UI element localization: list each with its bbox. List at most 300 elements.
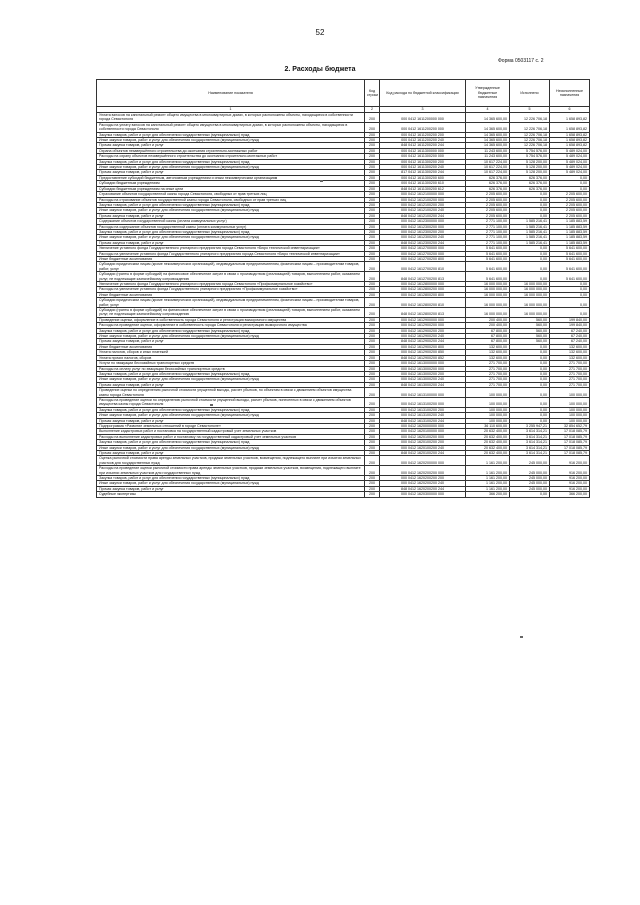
cell-executed: 560,00 xyxy=(510,334,550,339)
cell-line-code: 200 xyxy=(365,208,380,213)
cell-approved: 2 205 600,00 xyxy=(466,213,510,218)
cell-executed: 245 000,00 xyxy=(510,456,550,466)
cell-remaining: 132 600,00 xyxy=(550,355,590,360)
cell-approved: 132 600,00 xyxy=(466,344,510,349)
cell-name: Услуги по эвакуации бесхозяйных транспортных средств xyxy=(97,361,365,366)
cell-remaining: 271 700,00 xyxy=(550,361,590,366)
cell-budget-code: 000 0412 1620100000 000 xyxy=(380,429,466,434)
cell-remaining: 100 000,00 xyxy=(550,397,590,407)
cell-line-code: 200 xyxy=(365,138,380,143)
cell-name: Прочая закупка товаров, работ и услуг xyxy=(97,170,365,175)
cell-approved: 2 205 600,00 xyxy=(466,197,510,202)
cell-line-code: 200 xyxy=(365,434,380,439)
cell-line-code: 200 xyxy=(365,292,380,297)
cell-name: Иные закупки товаров, работ и услуг для обеспечения государственных (муниципальных) нужд xyxy=(97,235,365,240)
table-row xyxy=(97,298,590,308)
cell-name: Прочая закупка товаров, работ и услуг xyxy=(97,382,365,387)
cell-budget-code: 000 0412 1620200200 200 xyxy=(380,476,466,481)
cell-approved: 20 632 400,00 xyxy=(466,434,510,439)
cell-budget-code: 848 0412 1611300200 612 xyxy=(380,186,466,191)
cell-budget-code: 000 0412 1620200200 240 xyxy=(380,481,466,486)
cell-budget-code: 000 0412 1611200200 000 xyxy=(380,122,466,132)
cell-name: Расходы на содержание объектов государственной казны (оплата коммунальных услуг) xyxy=(97,224,365,229)
cell-remaining: 916 200,00 xyxy=(550,486,590,491)
cell-budget-code: 000 0412 1620100200 200 xyxy=(380,440,466,445)
cell-executed: 0,00 xyxy=(510,413,550,418)
header-line-code: Код строки xyxy=(365,80,380,107)
cell-approved: 5 641 600,00 xyxy=(466,262,510,272)
cell-executed: 560,00 xyxy=(510,323,550,328)
cell-executed: 560,00 xyxy=(510,328,550,333)
cell-line-code: 200 xyxy=(365,154,380,159)
cell-approved: 271 700,00 xyxy=(466,366,510,371)
table-row xyxy=(97,492,590,497)
cell-line-code: 200 xyxy=(365,132,380,137)
cell-approved: 100 000,00 xyxy=(466,407,510,412)
cell-remaining: 17 018 085,79 xyxy=(550,445,590,450)
cell-line-code: 200 xyxy=(365,339,380,344)
cell-executed: 3 614 314,21 xyxy=(510,445,550,450)
section-title: 2. Расходы бюджета xyxy=(284,66,356,73)
cell-budget-code: 000 0412 1612800200 800 xyxy=(380,292,466,297)
header-approved: Утвержденные бюджетные назначения xyxy=(466,80,510,107)
cell-line-code: 200 xyxy=(365,202,380,207)
cell-budget-code: 000 0412 1613100200 000 xyxy=(380,397,466,407)
cell-executed: 5 754 576,00 xyxy=(510,154,550,159)
cell-remaining: 100 000,00 xyxy=(550,413,590,418)
cell-remaining: 67 240,00 xyxy=(550,339,590,344)
cell-approved: 20 632 400,00 xyxy=(466,429,510,434)
column-index: 3 xyxy=(380,107,466,113)
cell-executed: 626 376,00 xyxy=(510,181,550,186)
cell-line-code: 200 xyxy=(365,186,380,191)
cell-remaining: 5 489 024,00 xyxy=(550,159,590,164)
cell-line-code: 200 xyxy=(365,451,380,456)
cell-budget-code: 000 0412 1620200200 000 xyxy=(380,466,466,476)
cell-budget-code: 000 0412 1620100200 240 xyxy=(380,445,466,450)
cell-approved: 200 400,00 xyxy=(466,323,510,328)
cell-executed: 626 376,00 xyxy=(510,186,550,191)
cell-budget-code: 848 0412 1613000200 244 xyxy=(380,382,466,387)
cell-executed: 5 128 200,00 xyxy=(510,170,550,175)
cell-name: Расходы на выполнение кадастровых работ и постановку на государственный кадастровый учет земельных участков xyxy=(97,434,365,439)
table-row xyxy=(97,262,590,272)
cell-name: Иные закупки товаров, работ и услуг для обеспечения государственных (муниципальных) нужд xyxy=(97,481,365,486)
cell-budget-code: 000 0412 1612700200 000 xyxy=(380,251,466,256)
cell-approved: 5 641 600,00 xyxy=(466,272,510,282)
cell-remaining: 916 200,00 xyxy=(550,476,590,481)
table-row xyxy=(97,308,590,318)
cell-line-code: 200 xyxy=(365,445,380,450)
cell-executed: 245 000,00 xyxy=(510,476,550,481)
cell-remaining: 5 641 600,00 xyxy=(550,251,590,256)
cell-line-code: 200 xyxy=(365,251,380,256)
table-row xyxy=(97,456,590,466)
cell-name: Страхование объектов государственной казны города Севастополя, свободных от прав третьих лиц xyxy=(97,192,365,197)
cell-line-code: 200 xyxy=(365,181,380,186)
cell-line-code: 200 xyxy=(365,197,380,202)
cell-approved: 2 771 100,00 xyxy=(466,229,510,234)
cell-executed: 3 614 314,21 xyxy=(510,434,550,439)
cell-approved: 5 641 600,00 xyxy=(466,246,510,251)
cell-approved: 271 700,00 xyxy=(466,382,510,387)
cell-executed: 0,00 xyxy=(510,382,550,387)
cell-executed: 560,00 xyxy=(510,339,550,344)
cell-executed: 16 000 000,00 xyxy=(510,287,550,292)
scan-speck xyxy=(520,636,523,638)
cell-executed: 0,00 xyxy=(510,256,550,261)
cell-name: Субсидии бюджетным учреждениям на иные цели xyxy=(97,186,365,191)
cell-budget-code: 000 0412 1612900200 000 xyxy=(380,323,466,328)
cell-approved: 20 632 400,00 xyxy=(466,451,510,456)
cell-approved: 14 365 600,00 xyxy=(466,138,510,143)
cell-budget-code: 000 0412 1612900200 200 xyxy=(380,328,466,333)
cell-line-code: 200 xyxy=(365,165,380,170)
cell-approved: 1 161 200,00 xyxy=(466,466,510,476)
cell-name: Проведение оценки по определению рыночной стоимости упущенной выгоды, расчет убытков, по объектам в связи с движением объектов имущества казны города Севастополя xyxy=(97,388,365,398)
cell-name: Выполнение кадастровых работ и постановка на государственный кадастровый учет земельных участков xyxy=(97,429,365,434)
cell-name: Уплата налогов, сборов и иных платежей xyxy=(97,350,365,355)
cell-approved: 2 205 600,00 xyxy=(466,192,510,197)
cell-name: Иные бюджетные ассигнования xyxy=(97,292,365,297)
cell-budget-code: 000 0412 1612300000 000 xyxy=(380,219,466,224)
cell-line-code: 200 xyxy=(365,272,380,282)
cell-budget-code: 000 0412 1613000000 000 xyxy=(380,361,466,366)
cell-executed: 0,00 xyxy=(510,361,550,366)
cell-approved: 14 365 600,00 xyxy=(466,132,510,137)
table-row xyxy=(97,466,590,476)
cell-name: Расходы на уплату взносов на капитальный ремонт общего имущества в многоквартирных домах, в которых расположены объекты, находящиеся в собственности города Севастополя xyxy=(97,122,365,132)
cell-name: Увеличение уставного фонда Государственного унитарного предприятия города Севастополя «Профкоммунальное хозяйство» xyxy=(97,282,365,287)
cell-remaining: 916 200,00 xyxy=(550,456,590,466)
cell-remaining: 32 854 652,79 xyxy=(550,423,590,428)
cell-name: Субсидии юридическим лицам (кроме некоммерческих организаций), индивидуальным предпринимателям, физическим лицам – производителям товаров, работ, услуг xyxy=(97,262,365,272)
cell-remaining: 1 658 893,82 xyxy=(550,138,590,143)
cell-remaining: 0,00 xyxy=(550,186,590,191)
cell-approved: 626 376,00 xyxy=(466,181,510,186)
cell-line-code: 200 xyxy=(365,476,380,481)
cell-budget-code: 000 0412 1620000000 000 xyxy=(380,423,466,428)
cell-remaining: 0,00 xyxy=(550,287,590,292)
cell-budget-code: 000 0412 1611300200 610 xyxy=(380,181,466,186)
cell-name: Расходы на оплату услуг по эвакуации бесхозяйных транспортных средств xyxy=(97,366,365,371)
cell-budget-code: 848 0412 1612300200 244 xyxy=(380,240,466,245)
cell-remaining: 1 185 883,59 xyxy=(550,229,590,234)
cell-name: Закупка товаров, работ и услуг для обеспечения государственных (муниципальных) нужд xyxy=(97,159,365,164)
cell-executed: 3 614 314,21 xyxy=(510,429,550,434)
cell-approved: 5 641 600,00 xyxy=(466,256,510,261)
cell-remaining: 1 658 893,82 xyxy=(550,132,590,137)
cell-remaining: 17 018 085,79 xyxy=(550,429,590,434)
cell-remaining: 5 641 600,00 xyxy=(550,256,590,261)
cell-remaining: 1 185 883,59 xyxy=(550,235,590,240)
cell-name: Закупка товаров, работ и услуг для обеспечения государственных (муниципальных) нужд xyxy=(97,202,365,207)
cell-budget-code: 000 0412 1612300200 240 xyxy=(380,235,466,240)
cell-name: Субсидии бюджетным учреждениям xyxy=(97,181,365,186)
cell-line-code: 200 xyxy=(365,440,380,445)
cell-line-code: 200 xyxy=(365,262,380,272)
cell-remaining: 1 658 893,82 xyxy=(550,122,590,132)
cell-executed: 5 128 200,00 xyxy=(510,165,550,170)
cell-name: Субсидии юридическим лицам (кроме некоммерческих организаций), индивидуальным предпринимателям, физическим лицам – производителям товаров, работ, услуг xyxy=(97,298,365,308)
cell-name: Иные закупки товаров, работ и услуг для обеспечения государственных (муниципальных) нужд xyxy=(97,208,365,213)
table-row xyxy=(97,113,590,123)
cell-line-code: 200 xyxy=(365,224,380,229)
cell-name: Прочая закупка товаров, работ и услуг xyxy=(97,451,365,456)
cell-executed: 626 376,00 xyxy=(510,175,550,180)
cell-remaining: 2 205 600,00 xyxy=(550,202,590,207)
cell-line-code: 200 xyxy=(365,113,380,123)
cell-name: Закупка товаров, работ и услуг для обеспечения государственных (муниципальных) нужд xyxy=(97,229,365,234)
cell-approved: 100 000,00 xyxy=(466,397,510,407)
cell-executed: 12 226 706,18 xyxy=(510,113,550,123)
cell-approved: 271 700,00 xyxy=(466,371,510,376)
budget-expenses-table xyxy=(96,79,590,498)
cell-executed: 1 585 216,41 xyxy=(510,224,550,229)
cell-line-code: 200 xyxy=(365,423,380,428)
cell-name: Расходы на проведение оценки, оформление в собственность города Севастополя и регистрацию выморочного имущества xyxy=(97,323,365,328)
cell-executed: 245 000,00 xyxy=(510,466,550,476)
column-index: 5 xyxy=(510,107,550,113)
cell-budget-code: 848 0412 1612700200 813 xyxy=(380,272,466,282)
cell-executed: 1 585 216,41 xyxy=(510,229,550,234)
cell-remaining: 1 185 883,59 xyxy=(550,240,590,245)
cell-approved: 366 200,00 xyxy=(466,492,510,497)
cell-budget-code: 848 0412 1612900200 244 xyxy=(380,339,466,344)
cell-line-code: 200 xyxy=(365,282,380,287)
cell-line-code: 200 xyxy=(365,388,380,398)
cell-budget-code: 000 0412 1612100000 000 xyxy=(380,192,466,197)
cell-approved: 16 000 000,00 xyxy=(466,308,510,318)
cell-budget-code: 000 0412 1611300200 200 xyxy=(380,159,466,164)
cell-budget-code: 848 0412 1613100200 244 xyxy=(380,418,466,423)
cell-remaining: 199 840,00 xyxy=(550,317,590,322)
cell-budget-code: 000 0412 1611300200 600 xyxy=(380,175,466,180)
cell-executed: 0,00 xyxy=(510,197,550,202)
cell-line-code: 200 xyxy=(365,350,380,355)
cell-approved: 626 376,00 xyxy=(466,186,510,191)
cell-approved: 271 700,00 xyxy=(466,361,510,366)
cell-line-code: 200 xyxy=(365,413,380,418)
cell-name: Иные закупки товаров, работ и услуг для обеспечения государственных (муниципальных) нужд xyxy=(97,334,365,339)
cell-remaining: 0,00 xyxy=(550,308,590,318)
cell-executed: 12 226 706,18 xyxy=(510,132,550,137)
cell-line-code: 200 xyxy=(365,323,380,328)
cell-remaining: 5 641 600,00 xyxy=(550,272,590,282)
cell-remaining: 199 840,00 xyxy=(550,323,590,328)
cell-approved: 20 632 400,00 xyxy=(466,445,510,450)
cell-remaining: 5 641 600,00 xyxy=(550,262,590,272)
scan-speck xyxy=(320,180,323,182)
cell-line-code: 200 xyxy=(365,456,380,466)
cell-line-code: 200 xyxy=(365,397,380,407)
table-body xyxy=(97,113,590,498)
cell-remaining: 100 000,00 xyxy=(550,388,590,398)
cell-line-code: 200 xyxy=(365,148,380,153)
cell-budget-code: 000 0412 1613100200 200 xyxy=(380,407,466,412)
column-index: 1 xyxy=(97,107,365,113)
cell-name: Прочая закупка товаров, работ и услуг xyxy=(97,486,365,491)
cell-budget-code: 000 0412 1620300000 000 xyxy=(380,492,466,497)
cell-remaining: 5 489 024,00 xyxy=(550,170,590,175)
cell-budget-code: 000 0412 1613100000 000 xyxy=(380,388,466,398)
cell-name: Проведение оценки, оформление в собственность города Севастополя и регистрация выморочного имущества xyxy=(97,317,365,322)
cell-remaining: 0,00 xyxy=(550,175,590,180)
cell-approved: 2 771 100,00 xyxy=(466,240,510,245)
table-row xyxy=(97,272,590,282)
cell-name: Уплата взносов на капитальный ремонт общего имущества в многоквартирных домах, в которых расположены объекты, находящиеся в собственности города Севастополя xyxy=(97,113,365,123)
cell-line-code: 200 xyxy=(365,219,380,224)
cell-name: Прочая закупка товаров, работ и услуг xyxy=(97,143,365,148)
cell-executed: 16 000 000,00 xyxy=(510,292,550,297)
cell-name: Оценка рыночной стоимости права аренды земельных участков, продажи земельных участков, возмещения, подлежащего выплате при изъятии земельных участков для государственных нужд xyxy=(97,456,365,466)
cell-executed: 12 226 706,18 xyxy=(510,122,550,132)
cell-executed: 0,00 xyxy=(510,251,550,256)
cell-name: Предоставление субсидий бюджетным, автономным учреждениям и иным некоммерческим организациям xyxy=(97,175,365,180)
cell-budget-code: 000 0412 1620200000 000 xyxy=(380,456,466,466)
cell-remaining: 0,00 xyxy=(550,181,590,186)
cell-line-code: 200 xyxy=(365,492,380,497)
cell-name: Иные закупки товаров, работ и услуг для обеспечения государственных (муниципальных) нужд xyxy=(97,445,365,450)
cell-budget-code: 000 0412 1612900200 240 xyxy=(380,334,466,339)
cell-line-code: 200 xyxy=(365,317,380,322)
cell-name: Расходы на страхование объектов государственной казны города Севастополя, свободных от прав третьих лиц xyxy=(97,197,365,202)
cell-line-code: 200 xyxy=(365,377,380,382)
cell-line-code: 200 xyxy=(365,328,380,333)
cell-remaining: 2 205 600,00 xyxy=(550,197,590,202)
cell-executed: 1 585 216,41 xyxy=(510,235,550,240)
cell-budget-code: 000 0412 1613000200 240 xyxy=(380,377,466,382)
cell-line-code: 200 xyxy=(365,213,380,218)
cell-approved: 1 161 200,00 xyxy=(466,486,510,491)
cell-name: Закупка товаров, работ и услуг для обеспечения государственных (муниципальных) нужд xyxy=(97,440,365,445)
cell-budget-code: 000 0412 1612700200 810 xyxy=(380,262,466,272)
cell-budget-code: 000 0412 1613100200 240 xyxy=(380,413,466,418)
cell-budget-code: 000 0412 1611200200 200 xyxy=(380,132,466,137)
form-code: Форма 0503117 с. 2 xyxy=(498,58,544,64)
cell-approved: 100 000,00 xyxy=(466,388,510,398)
cell-budget-code: 000 0412 1620100200 000 xyxy=(380,434,466,439)
cell-approved: 271 700,00 xyxy=(466,377,510,382)
cell-line-code: 200 xyxy=(365,246,380,251)
cell-executed: 0,00 xyxy=(510,492,550,497)
cell-executed: 0,00 xyxy=(510,202,550,207)
cell-executed: 16 000 000,00 xyxy=(510,282,550,287)
cell-executed: 0,00 xyxy=(510,262,550,272)
cell-remaining: 2 205 600,00 xyxy=(550,213,590,218)
cell-budget-code: 000 0412 1612900200 800 xyxy=(380,344,466,349)
cell-line-code: 200 xyxy=(365,344,380,349)
cell-budget-code: 000 0412 1611200200 240 xyxy=(380,138,466,143)
cell-line-code: 200 xyxy=(365,192,380,197)
cell-remaining: 0,00 xyxy=(550,292,590,297)
table-row xyxy=(97,388,590,398)
cell-remaining: 17 018 085,79 xyxy=(550,451,590,456)
cell-approved: 1 161 200,00 xyxy=(466,481,510,486)
column-index: 2 xyxy=(365,107,380,113)
cell-budget-code: 000 0412 1612300200 200 xyxy=(380,229,466,234)
cell-remaining: 17 018 085,79 xyxy=(550,440,590,445)
cell-approved: 100 000,00 xyxy=(466,413,510,418)
cell-remaining: 2 205 600,00 xyxy=(550,208,590,213)
cell-executed: 0,00 xyxy=(510,377,550,382)
cell-approved: 5 641 600,00 xyxy=(466,251,510,256)
cell-approved: 1 161 200,00 xyxy=(466,456,510,466)
cell-remaining: 5 489 024,00 xyxy=(550,165,590,170)
cell-remaining: 100 000,00 xyxy=(550,407,590,412)
cell-budget-code: 000 0412 1612100200 000 xyxy=(380,197,466,202)
cell-name: Расходы на охрану объектов незавершённого строительства до окончания строительно-монтажных работ xyxy=(97,154,365,159)
cell-budget-code: 000 0412 1613000200 200 xyxy=(380,371,466,376)
cell-line-code: 200 xyxy=(365,382,380,387)
cell-name: Иные бюджетные ассигнования xyxy=(97,256,365,261)
cell-executed: 3 255 947,21 xyxy=(510,423,550,428)
cell-line-code: 200 xyxy=(365,355,380,360)
cell-approved: 2 205 600,00 xyxy=(466,202,510,207)
cell-line-code: 200 xyxy=(365,170,380,175)
cell-remaining: 271 700,00 xyxy=(550,371,590,376)
cell-budget-code: 848 0412 1620100200 244 xyxy=(380,451,466,456)
cell-approved: 2 205 600,00 xyxy=(466,208,510,213)
cell-remaining: 67 240,00 xyxy=(550,328,590,333)
cell-name: Закупка товаров, работ и услуг для обеспечения государственных (муниципальных) нужд xyxy=(97,407,365,412)
cell-executed: 245 000,00 xyxy=(510,486,550,491)
table-row xyxy=(97,122,590,132)
cell-approved: 1 161 200,00 xyxy=(466,476,510,481)
cell-budget-code: 000 0412 1612700000 000 xyxy=(380,246,466,251)
cell-approved: 14 365 600,00 xyxy=(466,113,510,123)
cell-budget-code: 000 0412 1612800000 000 xyxy=(380,282,466,287)
cell-approved: 14 365 600,00 xyxy=(466,143,510,148)
scan-speck xyxy=(210,404,213,406)
cell-name: Закупка товаров, работ и услуг для обеспечения государственных (муниципальных) нужд xyxy=(97,328,365,333)
cell-name: Прочая закупка товаров, работ и услуг xyxy=(97,240,365,245)
cell-name: Расходы на проведение оценки рыночной стоимости права аренды земельных участков, продажи земельных участков, возмещения, подлежащего выплате при изъятии земельных участков для государственных нужд xyxy=(97,466,365,476)
cell-budget-code: 848 0412 1612100200 244 xyxy=(380,213,466,218)
cell-remaining: 1 658 893,82 xyxy=(550,143,590,148)
cell-remaining: 366 200,00 xyxy=(550,492,590,497)
cell-line-code: 200 xyxy=(365,429,380,434)
cell-approved: 132 600,00 xyxy=(466,350,510,355)
cell-approved: 10 617 224,00 xyxy=(466,170,510,175)
cell-line-code: 200 xyxy=(365,240,380,245)
cell-remaining: 0,00 xyxy=(550,298,590,308)
cell-remaining: 132 600,00 xyxy=(550,350,590,355)
cell-approved: 16 000 000,00 xyxy=(466,282,510,287)
cell-executed: 0,00 xyxy=(510,213,550,218)
cell-remaining: 916 200,00 xyxy=(550,481,590,486)
cell-remaining: 1 185 883,59 xyxy=(550,224,590,229)
cell-approved: 200 400,00 xyxy=(466,317,510,322)
column-index: 4 xyxy=(466,107,510,113)
cell-executed: 3 614 314,21 xyxy=(510,451,550,456)
cell-name: Уплата прочих налогов, сборов xyxy=(97,355,365,360)
cell-name: Подпрограмма «Развитие земельных отношений в городе Севастополе» xyxy=(97,423,365,428)
cell-line-code: 200 xyxy=(365,466,380,476)
cell-executed: 12 226 706,18 xyxy=(510,143,550,148)
cell-executed: 0,00 xyxy=(510,397,550,407)
cell-name: Прочая закупка товаров, работ и услуг xyxy=(97,213,365,218)
cell-remaining: 132 600,00 xyxy=(550,344,590,349)
cell-executed: 16 000 000,00 xyxy=(510,308,550,318)
cell-remaining: 100 000,00 xyxy=(550,418,590,423)
cell-budget-code: 848 0412 1612800200 813 xyxy=(380,308,466,318)
cell-executed: 0,00 xyxy=(510,418,550,423)
cell-line-code: 200 xyxy=(365,371,380,376)
cell-approved: 100 000,00 xyxy=(466,418,510,423)
cell-executed: 3 614 314,21 xyxy=(510,440,550,445)
cell-remaining: 0,00 xyxy=(550,282,590,287)
